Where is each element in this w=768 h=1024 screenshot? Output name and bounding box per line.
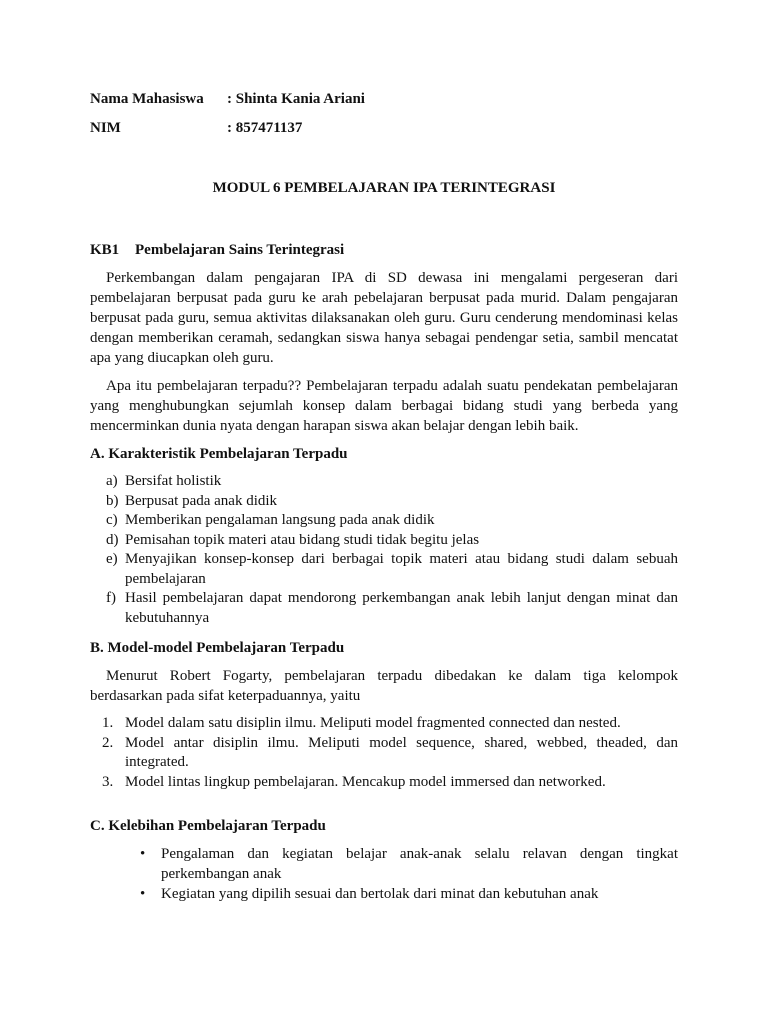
bullet-icon: • (140, 846, 146, 862)
section-c-heading: C. Kelebihan Pembelajaran Terpadu (90, 818, 326, 834)
list-item: d) Pemisahan topik materi atau bidang studi tidak begitu jelas (106, 531, 480, 548)
section-b-heading: B. Model-model Pembelajaran Terpadu (90, 640, 345, 656)
list-item: a) Bersifat holistik (106, 473, 222, 489)
list-item: 2. Model antar disiplin ilmu. Meliputi model sequence, shared, webbed, theaded, dan integrated. (102, 734, 678, 770)
kb1-code: KB1 (90, 242, 120, 258)
bullet-icon: • (140, 886, 146, 902)
kb1-title: Pembelajaran Sains Terintegrasi (135, 242, 345, 258)
kb1-paragraph-1: Perkembangan dalam pengajaran IPA di SD dewasa ini mengalami pergeseran dari pembelajaran berpusat pada guru ke arah pebelajaran berpusat pada murid. Dalam pengajaran berpusat pada guru, semua aktivitas dilaksanakan oleh guru. Guru cenderung mendominasi kelas dengan memberikan ceramah, sedangkan siswa hanya sebagai pendengar setia, sambil mencatat apa yang diucapkan oleh guru. (90, 270, 678, 366)
list-item: e) Menyajikan konsep-konsep dari berbagai topik materi atau bidang studi dalam sebuah pembelajaran (106, 551, 678, 587)
document-body (90, 240, 678, 914)
document-title: MODUL 6 PEMBELAJARAN IPA TERINTEGRASI (212, 180, 556, 196)
section-b-paragraph: Menurut Robert Fogarty, pembelajaran terpadu dibedakan ke dalam tiga kelompok berdasarkan pada sifat keterpaduannya, yaitu (90, 668, 678, 704)
list-item: • Kegiatan yang dipilih sesuai dan bertolak dari minat dan kebutuhan anak (90, 884, 678, 904)
section-a-heading: A. Karakteristik Pembelajaran Terpadu (90, 446, 348, 462)
list-item: 1. Model dalam satu disiplin ilmu. Meliputi model fragmented connected dan nested. (102, 715, 621, 731)
list-item: c) Memberikan pengalaman langsung pada anak didik (106, 512, 435, 528)
nim-label: NIM (90, 120, 121, 136)
student-nim-row (90, 119, 365, 137)
name-label: Nama Mahasiswa (90, 91, 204, 107)
kb1-paragraph-2: Apa itu pembelajaran terpadu?? Pembelajaran terpadu adalah suatu pendekatan pembelajaran yang menghubungkan sejumlah konsep dalam berbagai bidang studi yang berbeda yang mencerminkan dunia nyata dengan harapan siswa akan belajar dengan lebih baik. (90, 378, 678, 434)
section-b-list (90, 714, 678, 792)
nim-value: : 857471137 (227, 120, 303, 136)
name-value: : Shinta Kania Ariani (227, 91, 365, 107)
list-item: f) Hasil pembelajaran dapat mendorong perkembangan anak lebih lanjut dengan minat dan kebutuhannya (106, 590, 678, 626)
list-item: 3. Model lintas lingkup pembelajaran. Mencakup model immersed dan networked. (102, 773, 606, 790)
kb1-heading (90, 240, 678, 260)
section-a-list (90, 472, 678, 628)
student-info (90, 90, 365, 148)
section-c-list (90, 844, 678, 904)
student-name-row (90, 90, 365, 108)
list-item: b) Berpusat pada anak didik (106, 492, 278, 509)
list-item: • Pengalaman dan kegiatan belajar anak-anak selalu relavan dengan tingkat perkembangan anak (90, 844, 678, 884)
